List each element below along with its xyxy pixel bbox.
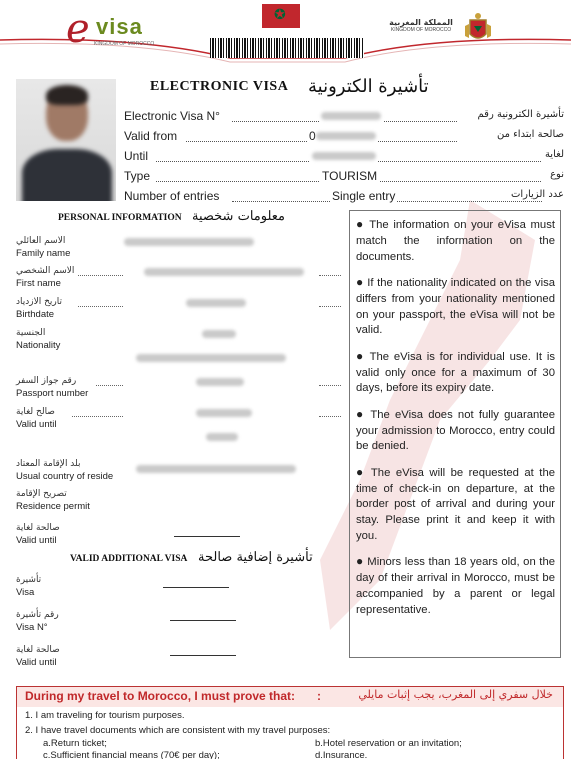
bullet-icon: ● [356, 464, 366, 479]
row-label: Until [124, 149, 149, 163]
personal-info-heading-arabic: معلومات شخصية [192, 209, 285, 224]
note-item: ● The information on your eVisa must match the information on the documents. [356, 217, 556, 263]
bullet-icon: ● [356, 217, 365, 231]
visa-line [163, 587, 229, 588]
kingdom-arabic: المملكة المغربية [389, 18, 453, 27]
first-name-row: الاسم الشخصي First name [16, 266, 341, 300]
bullet-icon: ● [356, 348, 365, 363]
proof-item-1: 1. I am traveling for tourism purposes. [25, 710, 185, 721]
row-label-arabic: عدد الزيارات [510, 189, 564, 200]
until-row [124, 148, 564, 166]
row-value [319, 109, 383, 123]
proof-item-b: b.Hotel reservation or an invitation; [315, 738, 462, 749]
document-header [0, 0, 571, 66]
document-title [150, 76, 450, 98]
proof-item-c: c.Sufficient financial means (70€ per day); [43, 750, 220, 759]
type-row [124, 168, 564, 186]
kingdom-label [380, 18, 462, 33]
applicant-photo [16, 79, 116, 201]
row-label: Electronic Visa N° [124, 109, 220, 123]
row-value: Single entry [332, 189, 396, 203]
bullet-icon: ● [356, 274, 364, 289]
travel-proof-section [16, 686, 564, 759]
additional-visa-heading: VALID ADDITIONAL VISA [70, 554, 188, 564]
row-label-arabic: نوع [550, 169, 564, 180]
logo-subtitle: KINGDOM OF MOROCCO [94, 41, 155, 47]
passport-valid-until-row: صالح لغاية Valid until [16, 407, 341, 441]
flag-star-icon: ✪ [274, 7, 286, 23]
personal-info-heading: PERSONAL INFORMATION [58, 213, 182, 223]
note-item: ● The eVisa will be requested at the time of check-in on departure, at the border post of arrival and during your stay. Please print it and keep it with you. [356, 464, 556, 542]
row-label: Valid from [124, 129, 178, 143]
note-item: ● If the nationality indicated on the visa differs from your nationality mentioned on your passport, the eVisa will not be valid. [356, 274, 556, 337]
row-value: 0 [307, 129, 378, 143]
proof-item-a: a.Return ticket; [43, 738, 107, 749]
note-item: ● The eVisa does not fully guarantee your admission to Morocco, entry could be denied. [356, 406, 555, 453]
row-label: Number of entries [124, 189, 220, 203]
visa-number-row [124, 108, 564, 126]
travel-proof-header [17, 687, 563, 707]
note-item: ● The eVisa is for individual use. It is valid only once for a maximum of 30 days, before its expiry date. [356, 348, 556, 395]
row-label: Type [124, 169, 151, 183]
usual-country-row: بلد الإقامة المعتاد Usual country of reside [16, 459, 341, 493]
travel-proof-heading-arabic: خلال سفري إلى المغرب، يجب إثبات مايلي [358, 688, 553, 701]
coat-of-arms-icon [464, 12, 492, 46]
title-english: ELECTRONIC VISA [150, 79, 289, 94]
additional-visa-row: تأشيرة Visa [16, 575, 42, 598]
morocco-flag-icon [262, 4, 300, 28]
birthdate-row: تاريخ الازدياد Birthdate [16, 297, 341, 331]
row-value [310, 149, 378, 163]
visa-valid-line [170, 655, 236, 656]
nationality-row: الجنسية Nationality [16, 328, 341, 362]
proof-item-d: d.Insurance. [315, 750, 368, 759]
permit-valid-until-line [174, 536, 240, 537]
visa-number-line [170, 620, 236, 621]
bullet-icon: ● [356, 554, 364, 569]
row-label-arabic: صالحة ابتداء من [496, 129, 564, 140]
travel-proof-separator: : [317, 689, 321, 703]
barcode [210, 38, 364, 58]
logo-visa-text: visa [96, 14, 143, 39]
family-name-row: الاسم العائلي Family name [16, 236, 341, 270]
travel-proof-heading: During my travel to Morocco, I must prove that: [25, 689, 296, 703]
residence-permit-row: تصريح الإقامة Residence permit [16, 489, 90, 512]
important-notes-box [349, 210, 561, 658]
valid-from-row [124, 128, 564, 146]
row-label-arabic: لغاية [544, 149, 564, 160]
title-arabic: تأشيرة الكترونية [308, 76, 429, 97]
proof-item-2: 2. I have travel documents which are consistent with my travel purposes: [25, 725, 331, 736]
permit-valid-until-row: صالحة لغاية Valid until [16, 523, 60, 546]
kingdom-english: KINGDOM OF MOROCCO [390, 27, 452, 33]
evisa-logo [66, 6, 161, 52]
entries-row [124, 188, 564, 206]
additional-visa-heading-arabic: تأشيرة إضافية صالحة [198, 550, 313, 565]
passport-number-row: رقم جواز السفر Passport number [16, 376, 341, 410]
additional-visa-number-row: رقم تأشيرة Visa N° [16, 610, 59, 633]
row-label-arabic: تأشيرة الكترونية رقم [477, 109, 564, 120]
additional-visa-valid-row: صالحة لغاية Valid until [16, 645, 60, 668]
row-value: TOURISM [322, 169, 378, 183]
bullet-icon: ● [356, 406, 366, 421]
note-item: ● Minors less than 18 years old, on the day of their arrival in Morocco, must be accompanied by a parent or legal representative. [356, 554, 556, 616]
logo-e: e [66, 6, 90, 52]
